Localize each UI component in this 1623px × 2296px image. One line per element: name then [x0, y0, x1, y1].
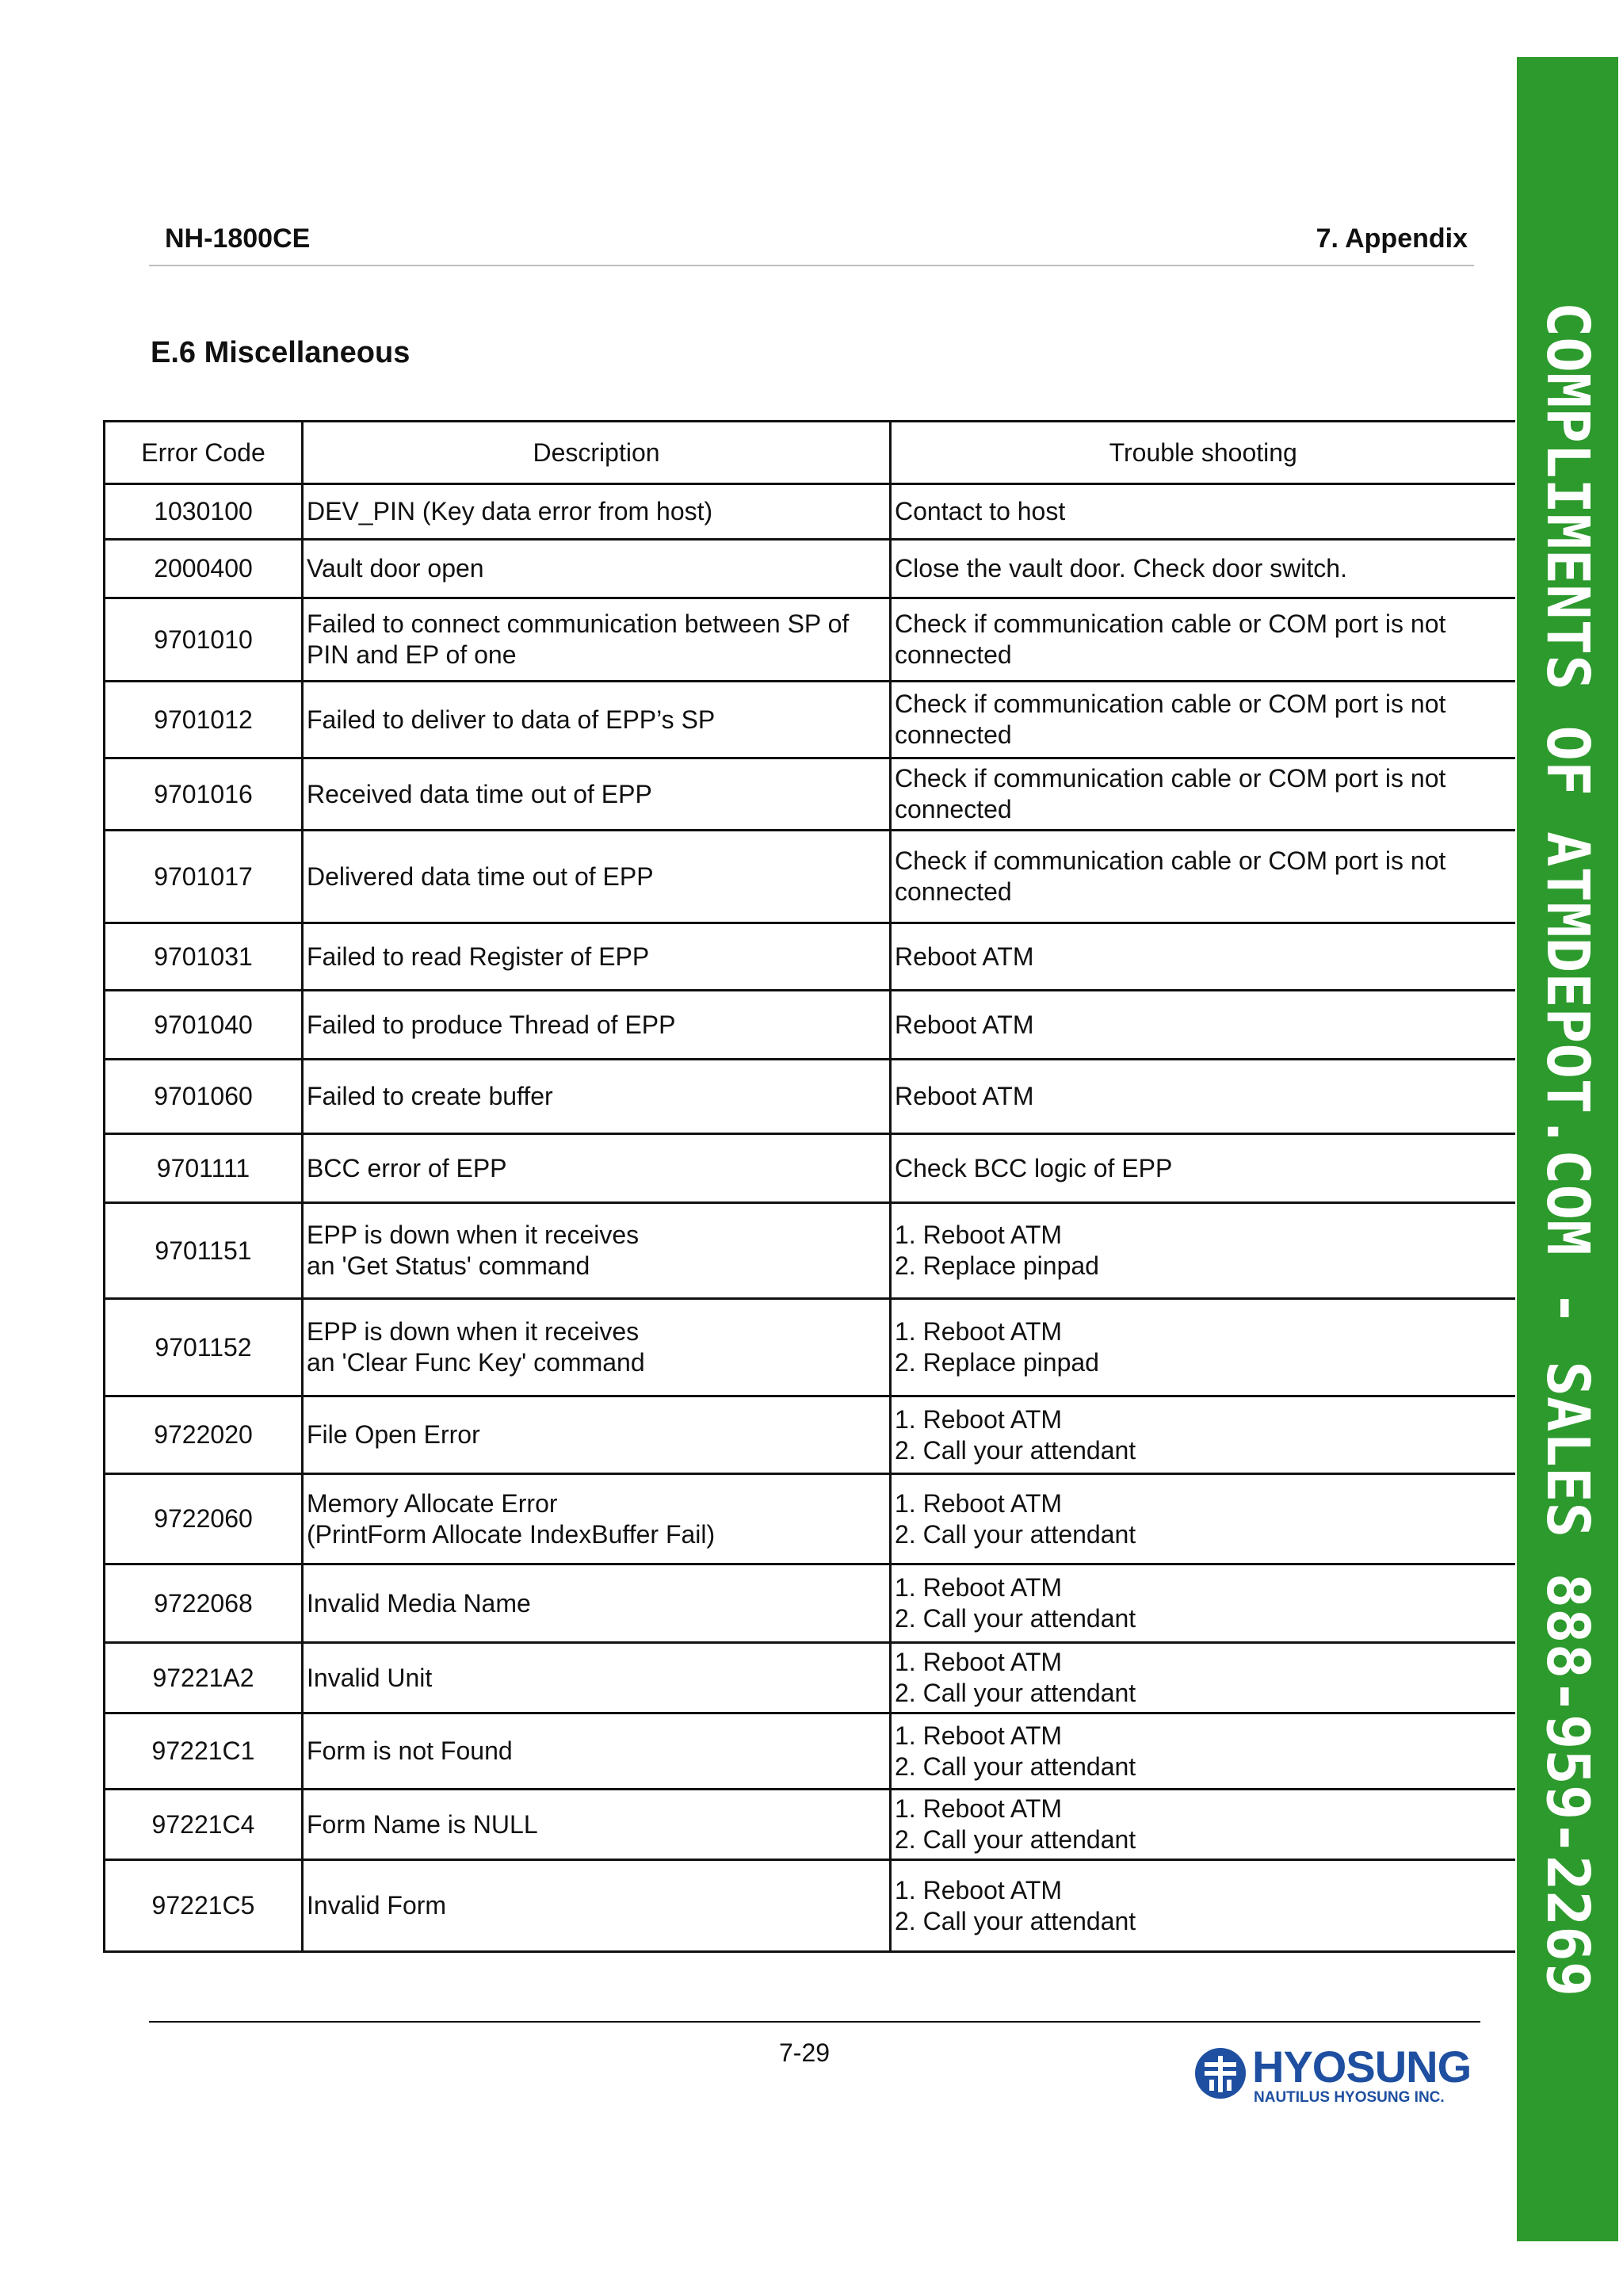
table-row [105, 1134, 1515, 1203]
trouble-shooting-cell [891, 1299, 1515, 1396]
side-promo-banner [1517, 57, 1618, 2241]
section-title: E.6 Miscellaneous [151, 336, 411, 369]
table-row [105, 991, 1515, 1060]
error-code-cell: 9701111 [105, 1134, 303, 1203]
trouble-shooting-cell [891, 1203, 1515, 1299]
description-cell [303, 923, 891, 991]
column-header-trouble-shooting: Trouble shooting [891, 422, 1515, 484]
trouble-shooting-cell [891, 540, 1515, 598]
trouble-shooting-line: connected [895, 877, 1012, 906]
trouble-shooting-cell [891, 1060, 1515, 1134]
error-code-cell: 9701031 [105, 923, 303, 991]
trouble-shooting-line: 1. Reboot ATM [895, 1488, 1063, 1518]
description-line: (PrintForm Allocate IndexBuffer Fail) [307, 1519, 716, 1549]
description-cell [303, 484, 891, 540]
error-code-cell: 97221A2 [105, 1643, 303, 1713]
header-chapter: 7. Appendix [1316, 223, 1468, 254]
trouble-shooting-line: 1. Reboot ATM [895, 1404, 1063, 1434]
description-cell [303, 1474, 891, 1564]
trouble-shooting-cell [891, 923, 1515, 991]
description-line: an 'Clear Func Key' command [307, 1348, 645, 1377]
trouble-shooting-line: 1. Reboot ATM [895, 1317, 1063, 1346]
trouble-shooting-line: 2. Replace pinpad [895, 1251, 1099, 1280]
description-line: Delivered data time out of EPP [307, 861, 654, 891]
error-code-table [103, 420, 1515, 1953]
trouble-shooting-line: 1. Reboot ATM [895, 1648, 1063, 1676]
trouble-shooting-cell [891, 991, 1515, 1060]
table-row [105, 831, 1515, 923]
description-line: Failed to produce Thread of EPP [307, 1010, 676, 1039]
trouble-shooting-line: Check if communication cable or COM port is not [895, 764, 1446, 793]
error-code-cell: 9701060 [105, 1060, 303, 1134]
description-cell [303, 758, 891, 831]
trouble-shooting-cell [891, 1134, 1515, 1203]
description-line: Vault door open [307, 554, 484, 583]
column-header-description: Description [303, 422, 891, 484]
description-line: Memory Allocate Error [307, 1488, 558, 1518]
side-promo-text: COMPLIMENTS OF ATMDEPOT.COM - SALES 888-959-2269 [1533, 301, 1602, 1997]
description-line: Form is not Found [307, 1736, 513, 1765]
trouble-shooting-cell [891, 1713, 1515, 1790]
table-row [105, 1474, 1515, 1564]
table-row [105, 682, 1515, 758]
description-cell [303, 1299, 891, 1396]
trouble-shooting-line: Close the vault door. Check door switch. [895, 554, 1347, 583]
trouble-shooting-line: connected [895, 720, 1012, 749]
table-row [105, 1203, 1515, 1299]
description-line: BCC error of EPP [307, 1153, 507, 1182]
error-code-cell: 9701012 [105, 682, 303, 758]
hyosung-logo [1193, 2043, 1471, 2107]
description-line: DEV_PIN (Key data error from host) [307, 497, 713, 525]
error-code-cell: 97221C5 [105, 1860, 303, 1952]
error-code-cell: 9701010 [105, 598, 303, 682]
trouble-shooting-line: 2. Call your attendant [895, 1435, 1136, 1465]
table-row [105, 1713, 1515, 1790]
trouble-shooting-line: 1. Reboot ATM [895, 1721, 1063, 1750]
error-code-cell: 9701040 [105, 991, 303, 1060]
trouble-shooting-cell [891, 1396, 1515, 1474]
description-line: Form Name is NULL [307, 1809, 538, 1839]
error-code-cell: 9701151 [105, 1203, 303, 1299]
error-code-cell: 9701017 [105, 831, 303, 923]
trouble-shooting-cell [891, 758, 1515, 831]
table-row [105, 484, 1515, 540]
trouble-shooting-cell [891, 1790, 1515, 1860]
trouble-shooting-line: Reboot ATM [895, 942, 1034, 971]
trouble-shooting-line: Check if communication cable or COM port is not [895, 690, 1446, 718]
trouble-shooting-line: Reboot ATM [895, 1010, 1034, 1039]
error-code-cell: 9722060 [105, 1474, 303, 1564]
error-code-cell: 9722020 [105, 1396, 303, 1474]
trouble-shooting-cell [891, 1643, 1515, 1713]
trouble-shooting-line: 2. Replace pinpad [895, 1348, 1099, 1377]
error-code-cell: 97221C4 [105, 1790, 303, 1860]
table-row [105, 540, 1515, 598]
table-row [105, 1790, 1515, 1860]
description-line: Received data time out of EPP [307, 779, 652, 808]
logo-subtitle: NAUTILUS HYOSUNG INC. [1254, 2089, 1445, 2106]
trouble-shooting-cell [891, 682, 1515, 758]
description-cell [303, 1860, 891, 1952]
description-line: EPP is down when it receives [307, 1317, 640, 1346]
error-code-cell: 9701016 [105, 758, 303, 831]
hyosung-emblem-icon [1193, 2046, 1247, 2100]
description-cell [303, 598, 891, 682]
description-line: Failed to read Register of EPP [307, 942, 650, 971]
description-line: Failed to deliver to data of EPP’s SP [307, 705, 716, 734]
trouble-shooting-cell [891, 598, 1515, 682]
description-line: Failed to connect communication between SP of [307, 609, 850, 638]
table-header-row [105, 422, 1515, 484]
error-code-cell: 97221C1 [105, 1713, 303, 1790]
description-line: PIN and EP of one [307, 640, 517, 669]
description-line: Failed to create buffer [307, 1082, 553, 1110]
trouble-shooting-cell [891, 1860, 1515, 1952]
trouble-shooting-line: Reboot ATM [895, 1082, 1034, 1110]
description-line: File Open Error [307, 1420, 480, 1449]
description-line: an 'Get Status' command [307, 1251, 590, 1280]
footer-divider [149, 2021, 1480, 2023]
trouble-shooting-line: Contact to host [895, 497, 1066, 525]
error-code-cell: 2000400 [105, 540, 303, 598]
description-cell [303, 1134, 891, 1203]
table-row [105, 598, 1515, 682]
error-code-cell: 1030100 [105, 484, 303, 540]
description-cell [303, 1060, 891, 1134]
table-row [105, 1396, 1515, 1474]
table-row [105, 758, 1515, 831]
trouble-shooting-line: 2. Call your attendant [895, 1752, 1136, 1781]
header-model: NH-1800CE [165, 223, 311, 254]
description-line: Invalid Media Name [307, 1588, 531, 1618]
description-line: Invalid Form [307, 1891, 447, 1920]
trouble-shooting-line: connected [895, 795, 1012, 823]
description-cell [303, 682, 891, 758]
description-cell [303, 540, 891, 598]
column-header-error-code: Error Code [105, 422, 303, 484]
description-cell [303, 1564, 891, 1643]
header-divider [149, 265, 1474, 266]
trouble-shooting-line: 2. Call your attendant [895, 1604, 1136, 1633]
description-line: Invalid Unit [307, 1663, 433, 1692]
trouble-shooting-cell [891, 831, 1515, 923]
trouble-shooting-line: 2. Call your attendant [895, 1519, 1136, 1549]
logo-wordmark: HYOSUNG [1252, 2042, 1472, 2092]
description-cell [303, 1790, 891, 1860]
trouble-shooting-line: 1. Reboot ATM [895, 1573, 1063, 1602]
table-row [105, 923, 1515, 991]
table-row [105, 1564, 1515, 1643]
description-cell [303, 1643, 891, 1713]
trouble-shooting-line: 1. Reboot ATM [895, 1875, 1063, 1904]
trouble-shooting-line: connected [895, 640, 1012, 669]
description-cell [303, 1713, 891, 1790]
error-code-cell: 9701152 [105, 1299, 303, 1396]
description-cell [303, 831, 891, 923]
table-row [105, 1060, 1515, 1134]
table-row [105, 1860, 1515, 1952]
description-line: EPP is down when it receives [307, 1221, 640, 1249]
trouble-shooting-cell [891, 484, 1515, 540]
description-cell [303, 1396, 891, 1474]
table-row [105, 1643, 1515, 1713]
trouble-shooting-line: Check if communication cable or COM port is not [895, 609, 1446, 638]
trouble-shooting-line: 1. Reboot ATM [895, 1794, 1063, 1823]
trouble-shooting-cell [891, 1474, 1515, 1564]
trouble-shooting-cell [891, 1564, 1515, 1643]
trouble-shooting-line: 2. Call your attendant [895, 1679, 1136, 1707]
description-cell [303, 991, 891, 1060]
trouble-shooting-line: 2. Call your attendant [895, 1825, 1136, 1854]
trouble-shooting-line: 1. Reboot ATM [895, 1221, 1063, 1249]
error-code-cell: 9722068 [105, 1564, 303, 1643]
description-cell [303, 1203, 891, 1299]
table-row [105, 1299, 1515, 1396]
trouble-shooting-line: Check BCC logic of EPP [895, 1153, 1173, 1182]
trouble-shooting-line: Check if communication cable or COM port is not [895, 846, 1446, 875]
page-number: 7-29 [779, 2038, 831, 2067]
trouble-shooting-line: 2. Call your attendant [895, 1906, 1136, 1935]
